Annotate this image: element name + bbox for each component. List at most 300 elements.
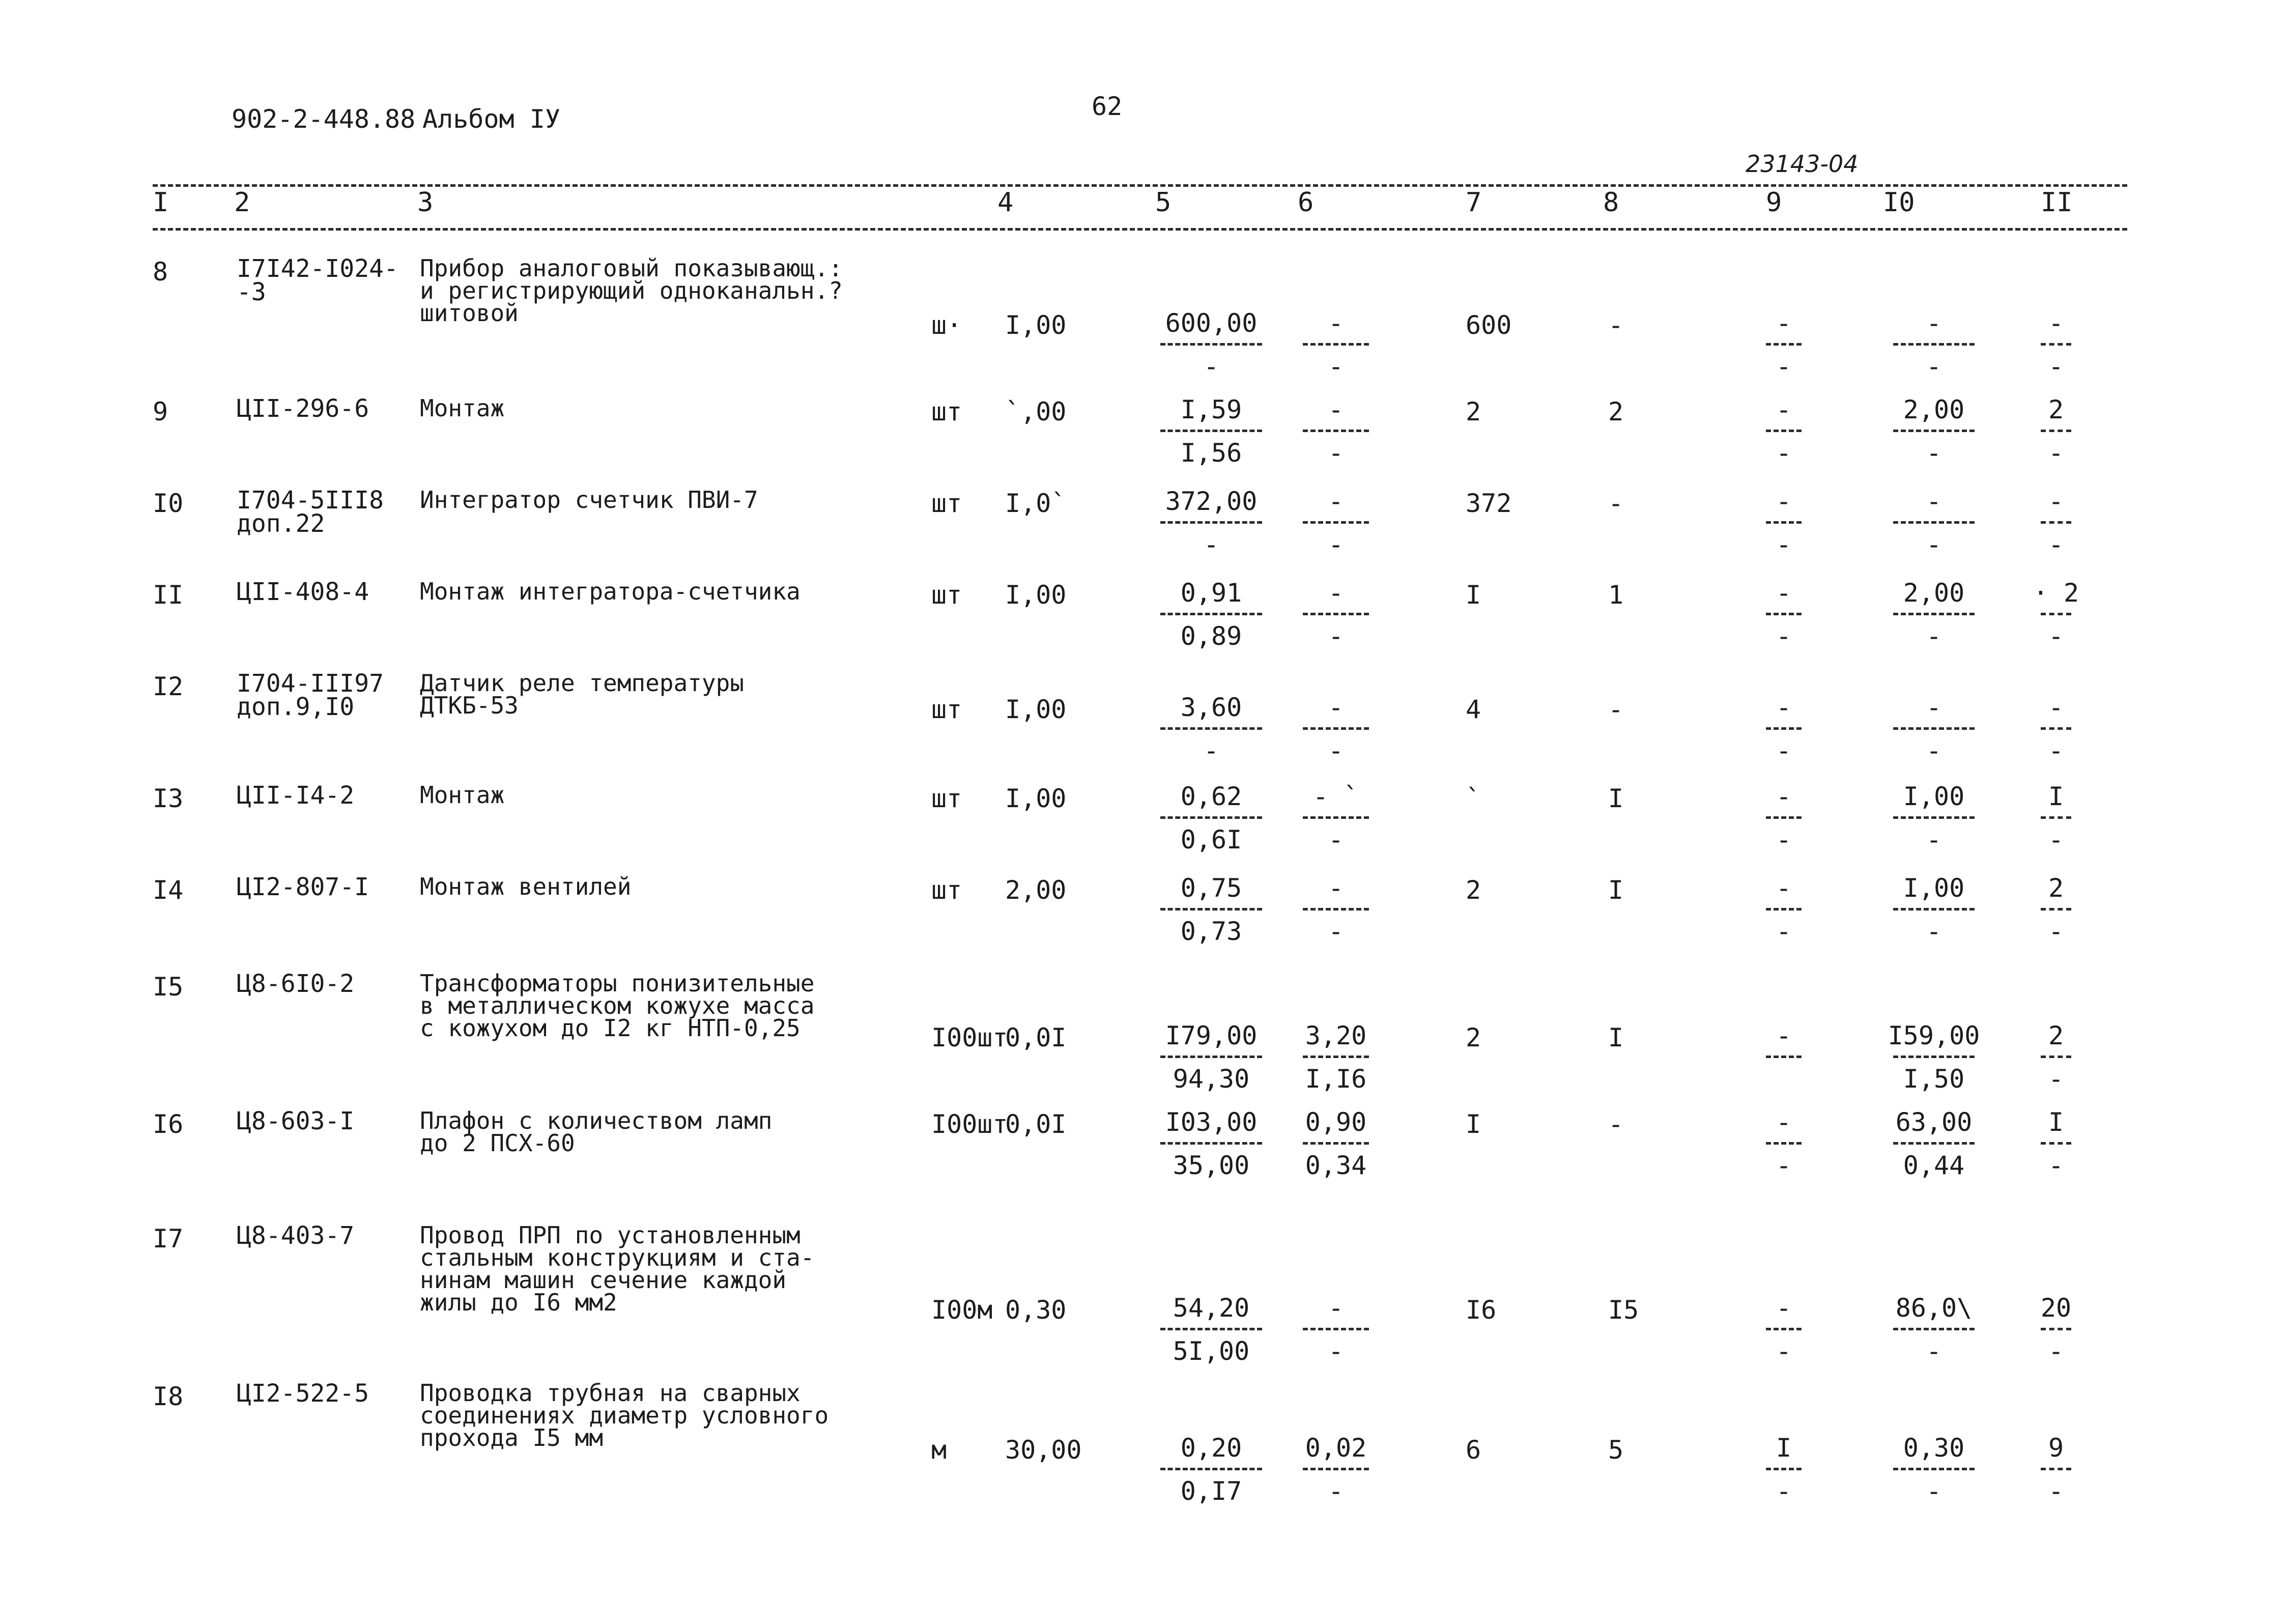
column-header-5: 5 [1155, 187, 1172, 218]
col10-value [1883, 397, 1985, 466]
item-description: Монтаж [420, 781, 505, 809]
col8-value: 5 [1608, 1435, 1624, 1465]
col6-cost-top: - [1328, 873, 1344, 903]
unit: I00шт [931, 1023, 1008, 1052]
col6-cost-bottom: - [1328, 825, 1344, 854]
col11-value-top: 2 [2048, 873, 2064, 903]
quantity: 30,00 [1005, 1435, 1082, 1465]
col8-value: I [1608, 784, 1624, 813]
quantity: I,0` [1005, 489, 1067, 518]
col10-value [1883, 580, 1985, 649]
col6-cost-bottom: - [1328, 1336, 1344, 1366]
col11-value-rule [2041, 816, 2071, 819]
col11-value [2031, 580, 2081, 649]
col9-value-bottom: - [1776, 917, 1792, 946]
col9-value [1756, 1295, 1812, 1364]
col10-value-top: I,00 [1903, 873, 1965, 903]
col5-cost-rule [1160, 1468, 1262, 1470]
handwritten-code: 23143-04 [1746, 150, 1859, 178]
item-code: ЦII-408-4 [237, 578, 369, 606]
col11-value-bottom: - [2048, 438, 2064, 468]
col6-cost [1293, 695, 1379, 763]
col8-value: - [1608, 1109, 1624, 1139]
col9-value-bottom: - [1776, 1476, 1792, 1506]
row-number: I5 [153, 972, 184, 1002]
col9-value-rule [1766, 727, 1802, 730]
col11-value-bottom: - [2048, 352, 2064, 381]
col11-value [2031, 1109, 2081, 1178]
col11-value-rule [2041, 1142, 2071, 1145]
unit: шт [931, 489, 962, 518]
col9-value [1756, 1435, 1812, 1504]
col6-cost [1293, 1435, 1379, 1504]
item-description: Плафон с количеством ламп до 2 ПСХ-60 [420, 1107, 773, 1157]
col5-cost-rule [1160, 908, 1262, 910]
col7-value: 2 [1466, 1023, 1481, 1052]
col8-value: - [1608, 310, 1624, 340]
column-header-11: II [2041, 187, 2073, 218]
col9-value [1756, 580, 1812, 649]
col10-value-bottom: - [1926, 621, 1942, 651]
table-header-rule [153, 228, 2127, 231]
col5-cost-bottom: - [1203, 352, 1219, 381]
col6-cost-bottom: - [1328, 438, 1344, 468]
unit: м [931, 1435, 947, 1465]
col9-value-top: - [1776, 395, 1792, 424]
col9-value-top: - [1776, 782, 1792, 811]
col11-value-top: I [2048, 1107, 2064, 1137]
col6-cost-top: 0,02 [1305, 1433, 1367, 1463]
col10-value-bottom: - [1926, 736, 1942, 765]
col10-value-top: - [1926, 693, 1942, 722]
col9-value-rule [1766, 613, 1802, 615]
col6-cost [1293, 397, 1379, 466]
col8-value: - [1608, 695, 1624, 724]
col6-cost-bottom: - [1328, 352, 1344, 381]
col10-value-top: - [1926, 487, 1942, 516]
col10-value-bottom: - [1926, 825, 1942, 854]
col6-cost-top: - [1328, 693, 1344, 722]
col5-cost-top: 0,20 [1180, 1433, 1242, 1463]
col11-value-top: 2 [2048, 1021, 2064, 1050]
col5-cost-top: 0,75 [1180, 873, 1242, 903]
col11-value-rule [2041, 1328, 2071, 1330]
item-description: Интегратор счетчик ПВИ-7 [420, 486, 758, 514]
column-header-2: 2 [234, 187, 250, 218]
item-code: I704-5III8 доп.22 [237, 486, 384, 538]
col9-value [1756, 1109, 1812, 1178]
col5-cost-top: 3,60 [1180, 693, 1242, 722]
col6-cost-bottom: - [1328, 917, 1344, 946]
col9-value [1756, 784, 1812, 852]
quantity: I,00 [1005, 784, 1067, 813]
column-header-3: 3 [417, 187, 434, 218]
col11-value-top: 20 [2040, 1293, 2072, 1323]
col6-cost-top: - [1328, 578, 1344, 608]
col6-cost-rule [1303, 1056, 1369, 1058]
col6-cost-rule [1303, 1142, 1369, 1145]
col11-value-bottom: - [2048, 917, 2064, 946]
col11-value-top: 9 [2048, 1433, 2064, 1463]
quantity: 0,0I [1005, 1023, 1067, 1052]
col5-cost-rule [1160, 521, 1262, 524]
col11-value [2031, 310, 2081, 379]
col11-value-bottom: - [2048, 736, 2064, 765]
col5-cost [1150, 1109, 1272, 1178]
col9-value [1756, 489, 1812, 557]
col6-cost-rule [1303, 613, 1369, 615]
col5-cost-bottom: I,56 [1180, 438, 1242, 468]
column-header-7: 7 [1466, 187, 1482, 218]
col6-cost-bottom: - [1328, 736, 1344, 765]
col10-value [1883, 695, 1985, 763]
col10-value-top: 86,0\ [1895, 1293, 1973, 1323]
col9-value [1756, 397, 1812, 466]
col9-value-rule [1766, 343, 1802, 346]
col10-value-top: I59,00 [1888, 1021, 1980, 1050]
col11-value-rule [2041, 521, 2071, 524]
col9-value [1756, 875, 1812, 944]
col5-cost-bottom: 0,73 [1180, 917, 1242, 946]
col9-value-rule [1766, 430, 1802, 432]
col9-value [1756, 1023, 1812, 1092]
row-number: I8 [153, 1382, 184, 1411]
col11-value-rule [2041, 1468, 2071, 1470]
col7-value: I [1466, 1109, 1481, 1139]
col5-cost-top: I,59 [1180, 395, 1242, 424]
quantity: I,00 [1005, 310, 1067, 340]
col10-value-top: 63,00 [1895, 1107, 1973, 1137]
col11-value [2031, 489, 2081, 557]
album-label: Альбом IУ [422, 104, 560, 134]
col9-value-rule [1766, 1328, 1802, 1330]
col5-cost-rule [1160, 1142, 1262, 1145]
col5-cost-top: I79,00 [1165, 1021, 1258, 1050]
col8-value: I5 [1608, 1295, 1639, 1325]
item-code: ЦII-296-6 [237, 394, 369, 423]
item-description: Монтаж [420, 394, 505, 422]
col10-value [1883, 875, 1985, 944]
item-code: I7I42-I024- -3 [237, 254, 398, 306]
column-header-6: 6 [1298, 187, 1314, 218]
col10-value [1883, 310, 1985, 379]
col10-value-bottom: - [1926, 438, 1942, 468]
col9-value-top: - [1776, 487, 1792, 516]
col6-cost-rule [1303, 727, 1369, 730]
col11-value-rule [2041, 613, 2071, 615]
col11-value-top: I [2048, 782, 2064, 811]
col8-value: - [1608, 489, 1624, 518]
col10-value-bottom: - [1926, 1476, 1942, 1506]
col6-cost-rule [1303, 343, 1369, 346]
col5-cost-top: 600,00 [1165, 308, 1258, 338]
col7-value: 2 [1466, 875, 1481, 905]
col5-cost-rule [1160, 613, 1262, 615]
col10-value-bottom: - [1926, 352, 1942, 381]
col10-value [1883, 1295, 1985, 1364]
col10-value-bottom: - [1926, 1336, 1942, 1366]
unit: шт [931, 580, 962, 610]
col11-value-rule [2041, 1056, 2071, 1058]
col9-value-top: I [1776, 1433, 1792, 1463]
col10-value-bottom: - [1926, 917, 1942, 946]
col9-value-bottom: - [1776, 825, 1792, 854]
col11-value [2031, 397, 2081, 466]
row-number: I6 [153, 1109, 184, 1139]
col5-cost [1150, 397, 1272, 466]
col5-cost-rule [1160, 727, 1262, 730]
item-code: ЦII-I4-2 [237, 781, 355, 810]
row-number: II [153, 580, 184, 610]
column-header-1: I [153, 187, 169, 218]
col6-cost-bottom: - [1328, 1476, 1344, 1506]
col6-cost-top: 0,90 [1305, 1107, 1367, 1137]
col5-cost [1150, 489, 1272, 557]
col9-value-bottom: - [1776, 438, 1792, 468]
col9-value-bottom: - [1776, 352, 1792, 381]
col6-cost-top: - [1328, 487, 1344, 516]
col6-cost-rule [1303, 908, 1369, 910]
col8-value: 1 [1608, 580, 1624, 610]
col11-value-top: - [2048, 308, 2064, 338]
col6-cost-bottom: I,I6 [1305, 1064, 1367, 1094]
col10-value [1883, 1109, 1985, 1178]
col9-value-rule [1766, 1056, 1802, 1058]
doc-code: 902-2-448.88 [232, 104, 416, 134]
col9-value-bottom [1756, 1066, 1812, 1092]
col9-value-bottom: - [1776, 1151, 1792, 1180]
unit: шт [931, 695, 962, 724]
row-number: I7 [153, 1224, 184, 1253]
col11-value-rule [2041, 430, 2071, 432]
col10-value-rule [1893, 727, 1975, 730]
quantity: `,00 [1005, 397, 1067, 426]
col9-value-top: - [1776, 873, 1792, 903]
col11-value-rule [2041, 343, 2071, 346]
row-number: I2 [153, 672, 184, 701]
unit: шт [931, 875, 962, 905]
col10-value-rule [1893, 1328, 1975, 1330]
col6-cost-bottom: - [1328, 530, 1344, 559]
item-description: Монтаж вентилей [420, 873, 632, 900]
col5-cost-bottom: 35,00 [1173, 1151, 1250, 1180]
column-header-8: 8 [1603, 187, 1619, 218]
page-number: 62 [1092, 92, 1123, 121]
col11-value [2031, 784, 2081, 852]
col10-value-top: - [1926, 308, 1942, 338]
quantity: 0,0I [1005, 1109, 1067, 1139]
col5-cost [1150, 310, 1272, 379]
col10-value-rule [1893, 521, 1975, 524]
col11-value-rule [2041, 908, 2071, 910]
col9-value [1756, 695, 1812, 763]
quantity: 2,00 [1005, 875, 1067, 905]
unit: I00м [931, 1295, 993, 1325]
col5-cost-bottom: 0,6I [1180, 825, 1242, 854]
column-header-9: 9 [1766, 187, 1782, 218]
col11-value [2031, 695, 2081, 763]
col5-cost-rule [1160, 1056, 1262, 1058]
item-description: Проводка трубная на сварных соединениях диаметр условного прохода I5 мм [420, 1379, 829, 1451]
col5-cost [1150, 580, 1272, 649]
col5-cost-top: I03,00 [1165, 1107, 1258, 1137]
col9-value-rule [1766, 816, 1802, 819]
col10-value-rule [1893, 343, 1975, 346]
table-top-rule [153, 184, 2127, 187]
item-description: Датчик реле температуры ДТКБ-53 [420, 669, 744, 719]
col5-cost-rule [1160, 816, 1262, 819]
row-number: I0 [153, 489, 184, 518]
col9-value-top: - [1776, 1021, 1792, 1050]
col9-value-top: - [1776, 578, 1792, 608]
col5-cost [1150, 695, 1272, 763]
col5-cost-top: 54,20 [1173, 1293, 1250, 1323]
col9-value-bottom: - [1776, 1336, 1792, 1366]
col10-value-top: I,00 [1903, 782, 1965, 811]
col5-cost-bottom: - [1203, 736, 1219, 765]
col9-value-bottom: - [1776, 621, 1792, 651]
row-number: I3 [153, 784, 184, 813]
unit: ш· [931, 310, 962, 340]
col10-value-top: 2,00 [1903, 395, 1965, 424]
col11-value-bottom: - [2048, 1476, 2064, 1506]
quantity: 0,30 [1005, 1295, 1067, 1325]
col10-value-rule [1893, 1056, 1975, 1058]
col6-cost-top: - [1328, 1293, 1344, 1323]
col10-value-bottom: - [1926, 530, 1942, 559]
col6-cost-rule [1303, 521, 1369, 524]
unit: шт [931, 397, 962, 426]
row-number: 8 [153, 257, 168, 287]
col5-cost [1150, 1295, 1272, 1364]
col11-value-top: · 2 [2033, 578, 2079, 608]
row-number: 9 [153, 397, 168, 426]
col11-value-bottom: - [2048, 825, 2064, 854]
col8-value: I [1608, 875, 1624, 905]
col6-cost-rule [1303, 430, 1369, 432]
col9-value-bottom: - [1776, 736, 1792, 765]
col6-cost [1293, 580, 1379, 649]
unit: шт [931, 784, 962, 813]
col5-cost-bottom: 0,I7 [1180, 1476, 1242, 1506]
row-number: I4 [153, 875, 184, 905]
col11-value-top: 2 [2048, 395, 2064, 424]
col11-value-bottom: - [2048, 530, 2064, 559]
col6-cost-top: - [1328, 308, 1344, 338]
col8-value: 2 [1608, 397, 1624, 426]
quantity: I,00 [1005, 580, 1067, 610]
col10-value-rule [1893, 613, 1975, 615]
item-description: Трансформаторы понизительные в металлическом кожухе масса с кожухом до I2 кг НТП-0,25 [420, 970, 815, 1042]
col5-cost-bottom: 94,30 [1173, 1064, 1250, 1094]
col6-cost-top: 3,20 [1305, 1021, 1367, 1050]
col8-value: I [1608, 1023, 1624, 1052]
col11-value [2031, 1435, 2081, 1504]
col10-value-rule [1893, 430, 1975, 432]
col5-cost-bottom: 0,89 [1180, 621, 1242, 651]
col9-value-rule [1766, 521, 1802, 524]
column-header-4: 4 [997, 187, 1014, 218]
col10-value [1883, 489, 1985, 557]
col6-cost [1293, 310, 1379, 379]
item-code: ЦI2-807-I [237, 873, 369, 901]
item-code: ЦI2-522-5 [237, 1379, 369, 1408]
col11-value [2031, 875, 2081, 944]
col6-cost [1293, 489, 1379, 557]
item-code: I704-III97 доп.9,I0 [237, 669, 384, 721]
col6-cost [1293, 1295, 1379, 1364]
col5-cost-top: 0,62 [1180, 782, 1242, 811]
col9-value-top: - [1776, 1293, 1792, 1323]
col7-value: 4 [1466, 695, 1481, 724]
col11-value-bottom: - [2048, 1064, 2064, 1094]
col9-value-rule [1766, 1468, 1802, 1470]
col10-value-rule [1893, 908, 1975, 910]
col9-value-top: - [1776, 693, 1792, 722]
col10-value-bottom: I,50 [1903, 1064, 1965, 1094]
col10-value-rule [1893, 1468, 1975, 1470]
col6-cost-top: - ` [1312, 782, 1359, 811]
col7-value: 6 [1466, 1435, 1481, 1465]
col5-cost-rule [1160, 1328, 1262, 1330]
item-code: Ц8-603-I [237, 1107, 355, 1135]
col5-cost-bottom: - [1203, 530, 1219, 559]
quantity: I,00 [1005, 695, 1067, 724]
col11-value [2031, 1023, 2081, 1092]
col7-value: 2 [1466, 397, 1481, 426]
col11-value [2031, 1295, 2081, 1364]
col5-cost-rule [1160, 430, 1262, 432]
col6-cost [1293, 1109, 1379, 1178]
col6-cost-bottom: - [1328, 621, 1344, 651]
item-description: Провод ПРП по установленным стальным конструкциям и ста- нинам машин сечение каждой жилы до I6 мм2 [420, 1221, 815, 1316]
item-code: Ц8-6I0-2 [237, 970, 355, 998]
col11-value-top: - [2048, 693, 2064, 722]
col11-value-bottom: - [2048, 621, 2064, 651]
col10-value-bottom: 0,44 [1903, 1151, 1965, 1180]
unit: I00шт [931, 1109, 1008, 1139]
col10-value [1883, 1435, 1985, 1504]
col10-value-rule [1893, 816, 1975, 819]
col11-value-top: - [2048, 487, 2064, 516]
item-description: Прибор аналоговый показывающ.: и регистрирующий одноканальн.? шитовой [420, 254, 843, 327]
col5-cost-top: 0,91 [1180, 578, 1242, 608]
col7-value: 600 [1466, 310, 1512, 340]
col6-cost [1293, 1023, 1379, 1092]
col6-cost [1293, 784, 1379, 852]
item-description: Монтаж интегратора-счетчика [420, 578, 801, 605]
col7-value: 372 [1466, 489, 1512, 518]
column-header-10: I0 [1883, 187, 1915, 218]
col5-cost [1150, 1023, 1272, 1092]
col6-cost-rule [1303, 1468, 1369, 1470]
col10-value [1883, 784, 1985, 852]
col5-cost [1150, 784, 1272, 852]
col5-cost [1150, 875, 1272, 944]
col6-cost-rule [1303, 1328, 1369, 1330]
col6-cost [1293, 875, 1379, 944]
col9-value-bottom: - [1776, 530, 1792, 559]
col11-value-bottom: - [2048, 1151, 2064, 1180]
col6-cost-rule [1303, 816, 1369, 819]
col10-value-rule [1893, 1142, 1975, 1145]
col6-cost-top: - [1328, 395, 1344, 424]
col10-value-top: 2,00 [1903, 578, 1965, 608]
col5-cost-bottom: 5I,00 [1173, 1336, 1250, 1366]
col11-value-rule [2041, 727, 2071, 730]
item-code: Ц8-403-7 [237, 1221, 355, 1250]
col10-value [1883, 1023, 1985, 1092]
